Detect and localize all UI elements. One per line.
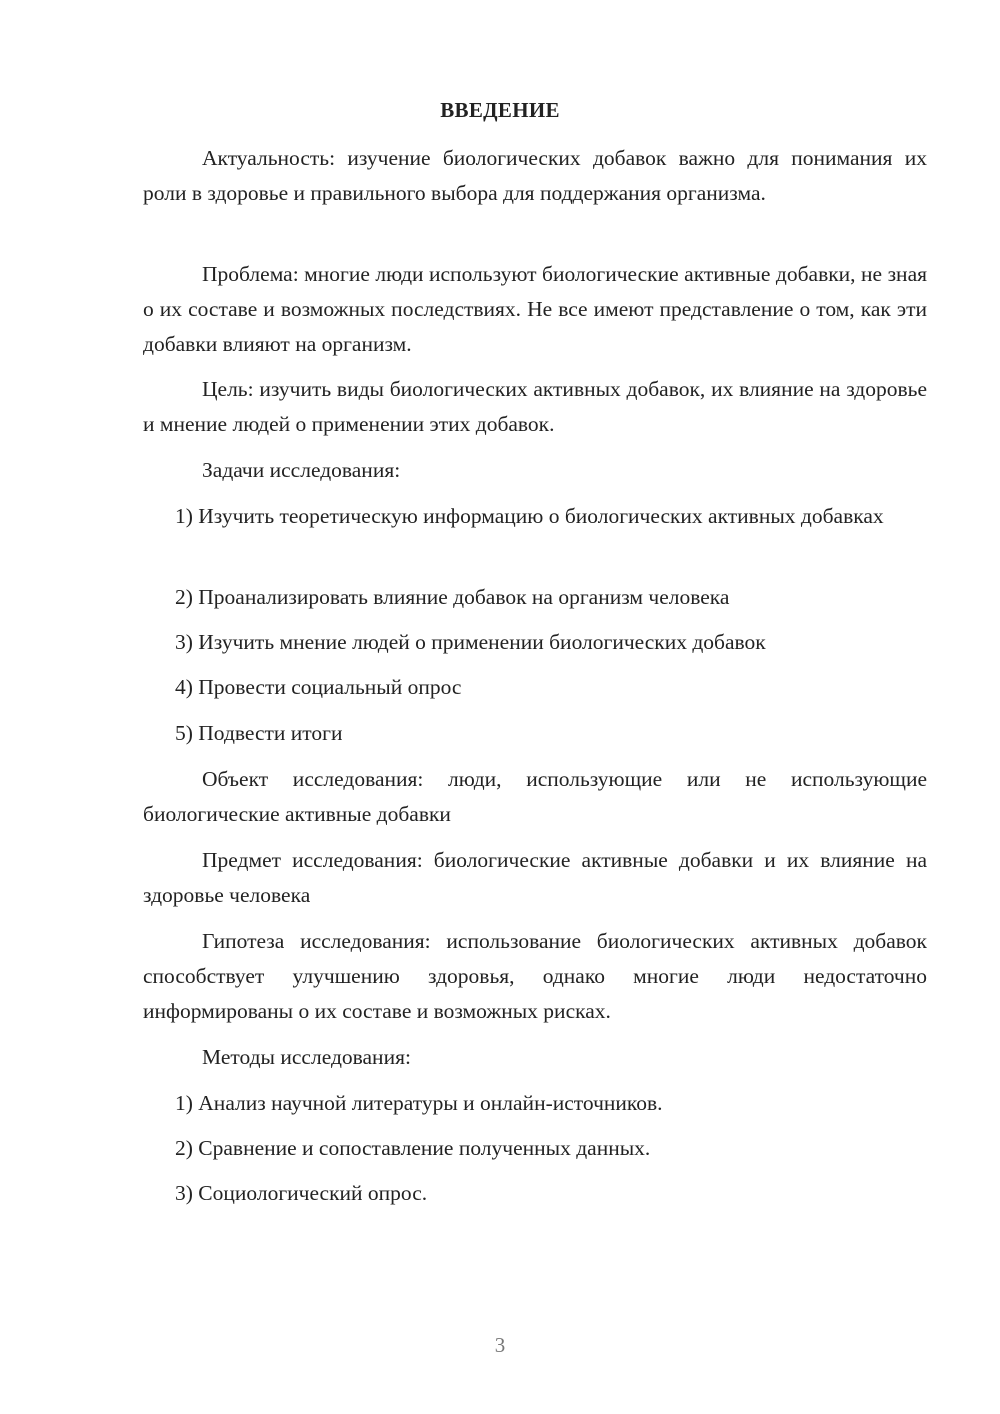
- paragraph-goal: Цель: изучить виды биологических активных добавок, их влияние на здоровье и мнение людей о применении этих добавок.: [143, 377, 927, 436]
- paragraph-relevance: Актуальность: изучение биологических добавок важно для понимания их роли в здоровье и правильного выбора для поддержания организма.: [143, 146, 927, 205]
- list-item-task-5: 5) Подвести итоги: [175, 721, 343, 745]
- paragraph-tasks-heading: Задачи исследования:: [202, 458, 401, 482]
- list-item-task-2: 2) Проанализировать влияние добавок на организм человека: [175, 585, 730, 609]
- paragraph-hypothesis: Гипотеза исследования: использование биологических активных добавок способствует улучшению здоровья, однако многие люди недостаточно информированы о их составе и возможных рисках.: [143, 929, 927, 1023]
- paragraph-subject: Предмет исследования: биологические активные добавки и их влияние на здоровье человека: [143, 848, 927, 907]
- list-item-method-2: 2) Сравнение и сопоставление полученных данных.: [175, 1136, 651, 1160]
- paragraph-methods-heading: Методы исследования:: [202, 1045, 411, 1069]
- paragraph-object: Объект исследования: люди, использующие или не использующие биологические активные добавки: [143, 767, 927, 826]
- page-title: ВВЕДЕНИЕ: [440, 98, 560, 122]
- list-item-method-3: 3) Социологический опрос.: [175, 1181, 428, 1205]
- list-item-task-1: 1) Изучить теоретическую информацию о биологических активных добавках: [175, 504, 884, 528]
- list-item-method-1: 1) Анализ научной литературы и онлайн-источников.: [175, 1091, 663, 1115]
- list-item-task-4: 4) Провести социальный опрос: [175, 675, 462, 699]
- paragraph-problem: Проблема: многие люди используют биологические активные добавки, не зная о их составе и возможных последствиях. Не все имеют представление о том, как эти добавки влияют на организм.: [143, 262, 927, 356]
- list-item-task-3: 3) Изучить мнение людей о применении биологических добавок: [175, 630, 766, 654]
- page-number: 3: [494, 1333, 506, 1357]
